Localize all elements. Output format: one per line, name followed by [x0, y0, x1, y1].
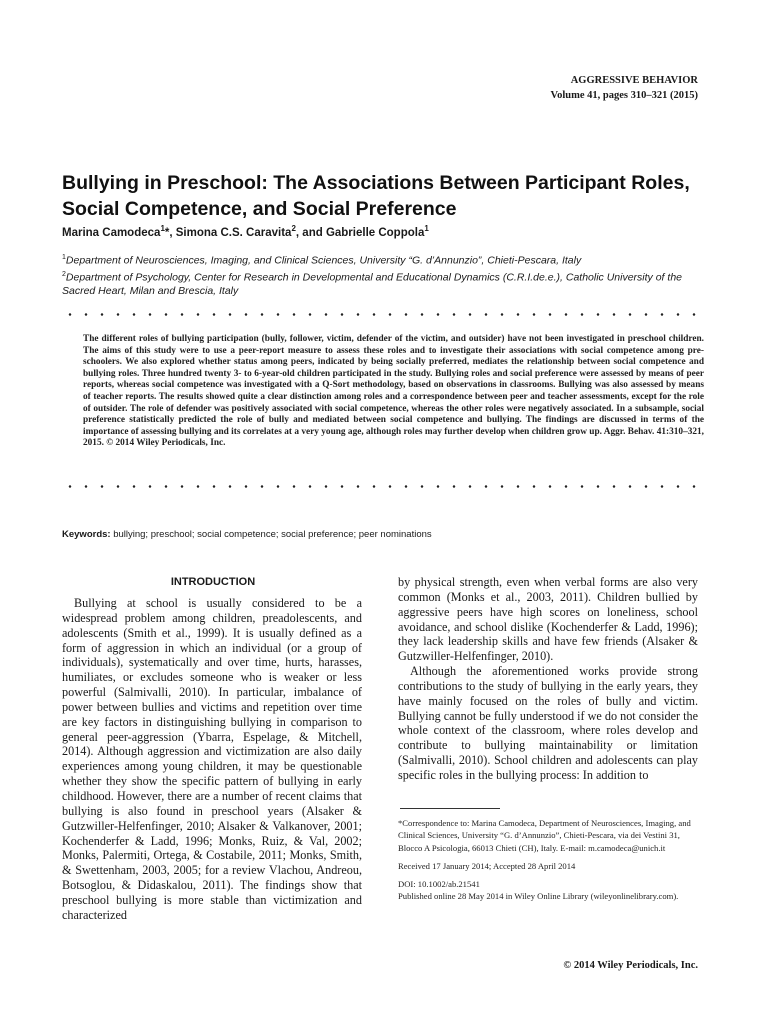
keywords-label: Keywords: [62, 529, 111, 540]
footnote-rule [400, 808, 500, 809]
author-affil-sup: 1 [160, 224, 165, 233]
section-heading-introduction: INTRODUCTION [170, 576, 256, 588]
journal-header [551, 73, 699, 103]
copyright-notice: © 2014 Wiley Periodicals, Inc. [563, 960, 698, 971]
author-name: Marina Camodeca [62, 226, 161, 239]
keywords-text: bullying; preschool; social competence; social preference; peer nominations [113, 529, 432, 540]
footnote-published: Published online 28 May 2014 in Wiley Online Library (wileyonlinelibrary.com). [398, 891, 679, 902]
abstract: The different roles of bullying participation (bully, follower, victim, defender of the victim, and outsider) have not been investigated in preschool children. The aims of this study were to use a peer-report measure to assess these roles and to investigate their associations with social competence among pre-schoolers. We also explored whether status among peers, indicated by being socially preferred, mediates the relationship between social competence and bullying roles. Three hundred twenty 3- to 6-year-old children participated in the study. Bullying roles and social preference were assessed by means of peer reports, whereas social competence was investigated with a Q-Sort methodology, based on observations in classrooms. Bullying was also assessed by means of teacher reports. The results showed quite a clear distinction among roles and a correspondence between peer and teacher assessments, except for the role of outsider. The role of defender was positively associated with social competence, whereas the other roles were negatively associated. In a subsample, social preference statistically predicted the role of bully and mediated between social competence and bullying. The findings are discussed in terms of the importance of assessing bullying and its correlates at a very young age, although roles may further develop when children grow up. Aggr. Behav. 41:310–321, 2015. © 2014 Wiley Periodicals, Inc. [83, 334, 704, 449]
affiliation-text: Department of Neurosciences, Imaging, and Clinical Sciences, University “G. d’Annunzio”, Chieti-Pescara, Italy [65, 254, 582, 267]
affiliation-sup: 1 [62, 254, 66, 261]
left-column [62, 596, 362, 923]
author-list: Marina Camodeca$^1$*, Simona C.S. Caravita$^2$, and Gabrielle Coppola$^1$ [62, 224, 429, 239]
author-name: Gabrielle Coppola [325, 226, 425, 239]
paragraph: Although the aforementioned works provide strong contributions to the study of bullying in the early years, they have mainly focused on the roles of bully and victim. Bullying cannot be fully understood if we do not consider the whole context of the classroom, where roles develop and contribute to bullying maintainability or limitation (Salmivalli, 2010). School children and adolescents can play specific roles in the bullying process: In addition to [398, 664, 698, 782]
paragraph: Bullying at school is usually considered to be a widespread problem among children, preadolescents, and adolescents (Smith et al., 1999). It is usually defined as a form of aggression in which an individual (or a group of individuals), systematically and over time, hurts, harasses, humiliates, or excludes someone who is weaker or less powerful (Salmivalli, 2010). In particular, imbalance of power between bullies and victims and repetition over time are key factors in distinguishing bullying in comparison to general peer-aggression (Ybarra, Espelage, & Mitchell, 2014). Although aggression and victimization are also daily experiences among young children, it may be questionable whether they show the specific pattern of bullying in early childhood. However, there are a number of recent claims that bullying is also found in preschool years (Alsaker & Gutzwiller-Helfenfinger, 2010; Alsaker & Valkanover, 2001; Kochenderfer & Ladd, 1996; Monks, Ruiz, & Val, 2002; Monks, Palermiti, Ortega, & Costabile, 2011; Monks, Smith, & Swettenham, 2003, 2005; for a review Vlachou, Andreou, Botsoglou, & Didaskalou, 2011). The findings show that preschool bullying is more stable than victimization and characterized [62, 596, 362, 922]
affiliation-text: Department of Psychology, Center for Research in Developmental and Educational Dynamics (C.R.I.de.e.), Catholic University of the Sacred Heart, Milan and Brescia, Italy [62, 271, 682, 297]
right-column [398, 575, 698, 783]
corresponding-star: * [164, 226, 170, 239]
author-name: Simona C.S. Caravita [175, 226, 292, 239]
affiliation [62, 268, 702, 299]
footnote-doi: DOI: 10.1002/ab.21541 [398, 879, 480, 890]
keywords [62, 529, 432, 540]
article-title: Bullying in Preschool: The Associations Between Participant Roles, Social Competence, and Social Preference [62, 172, 690, 220]
author-affil-sup: 1 [424, 224, 429, 233]
paragraph: by physical strength, even when verbal forms are also very common (Monks et al., 2003, 2011). Children bullied by aggressive peers have high scores on loneliness, school avoidance, and school dislike (Kochenderfer & Ladd, 1996); they lack leadership skills and have few friends (Alsaker & Gutzwiller-Helfenfinger, 2010). [398, 575, 698, 664]
dotted-divider-bottom [62, 485, 702, 491]
footnote-correspondence: *Correspondence to: Marina Camodeca, Department of Neurosciences, Imaging, and Clinical Sciences, University “G. d’Annunzio”, Chieti-Pescara, via dei Vestini 31, Blocco A Psicologia, 66013 Chieti (CH), Italy. E-mail: m.camodeca@unich.it [398, 818, 691, 853]
affiliations [62, 251, 702, 299]
affiliation [62, 251, 702, 268]
footnotes [398, 817, 700, 909]
author-affil-sup: 2 [291, 224, 296, 233]
dotted-divider-top [62, 313, 702, 319]
journal-volume: Volume 41, pages 310–321 (2015) [550, 90, 698, 101]
journal-name: AGGRESSIVE BEHAVIOR [570, 75, 698, 86]
affiliation-sup: 2 [62, 271, 66, 278]
footnote-received: Received 17 January 2014; Accepted 28 April 2014 [398, 860, 576, 871]
